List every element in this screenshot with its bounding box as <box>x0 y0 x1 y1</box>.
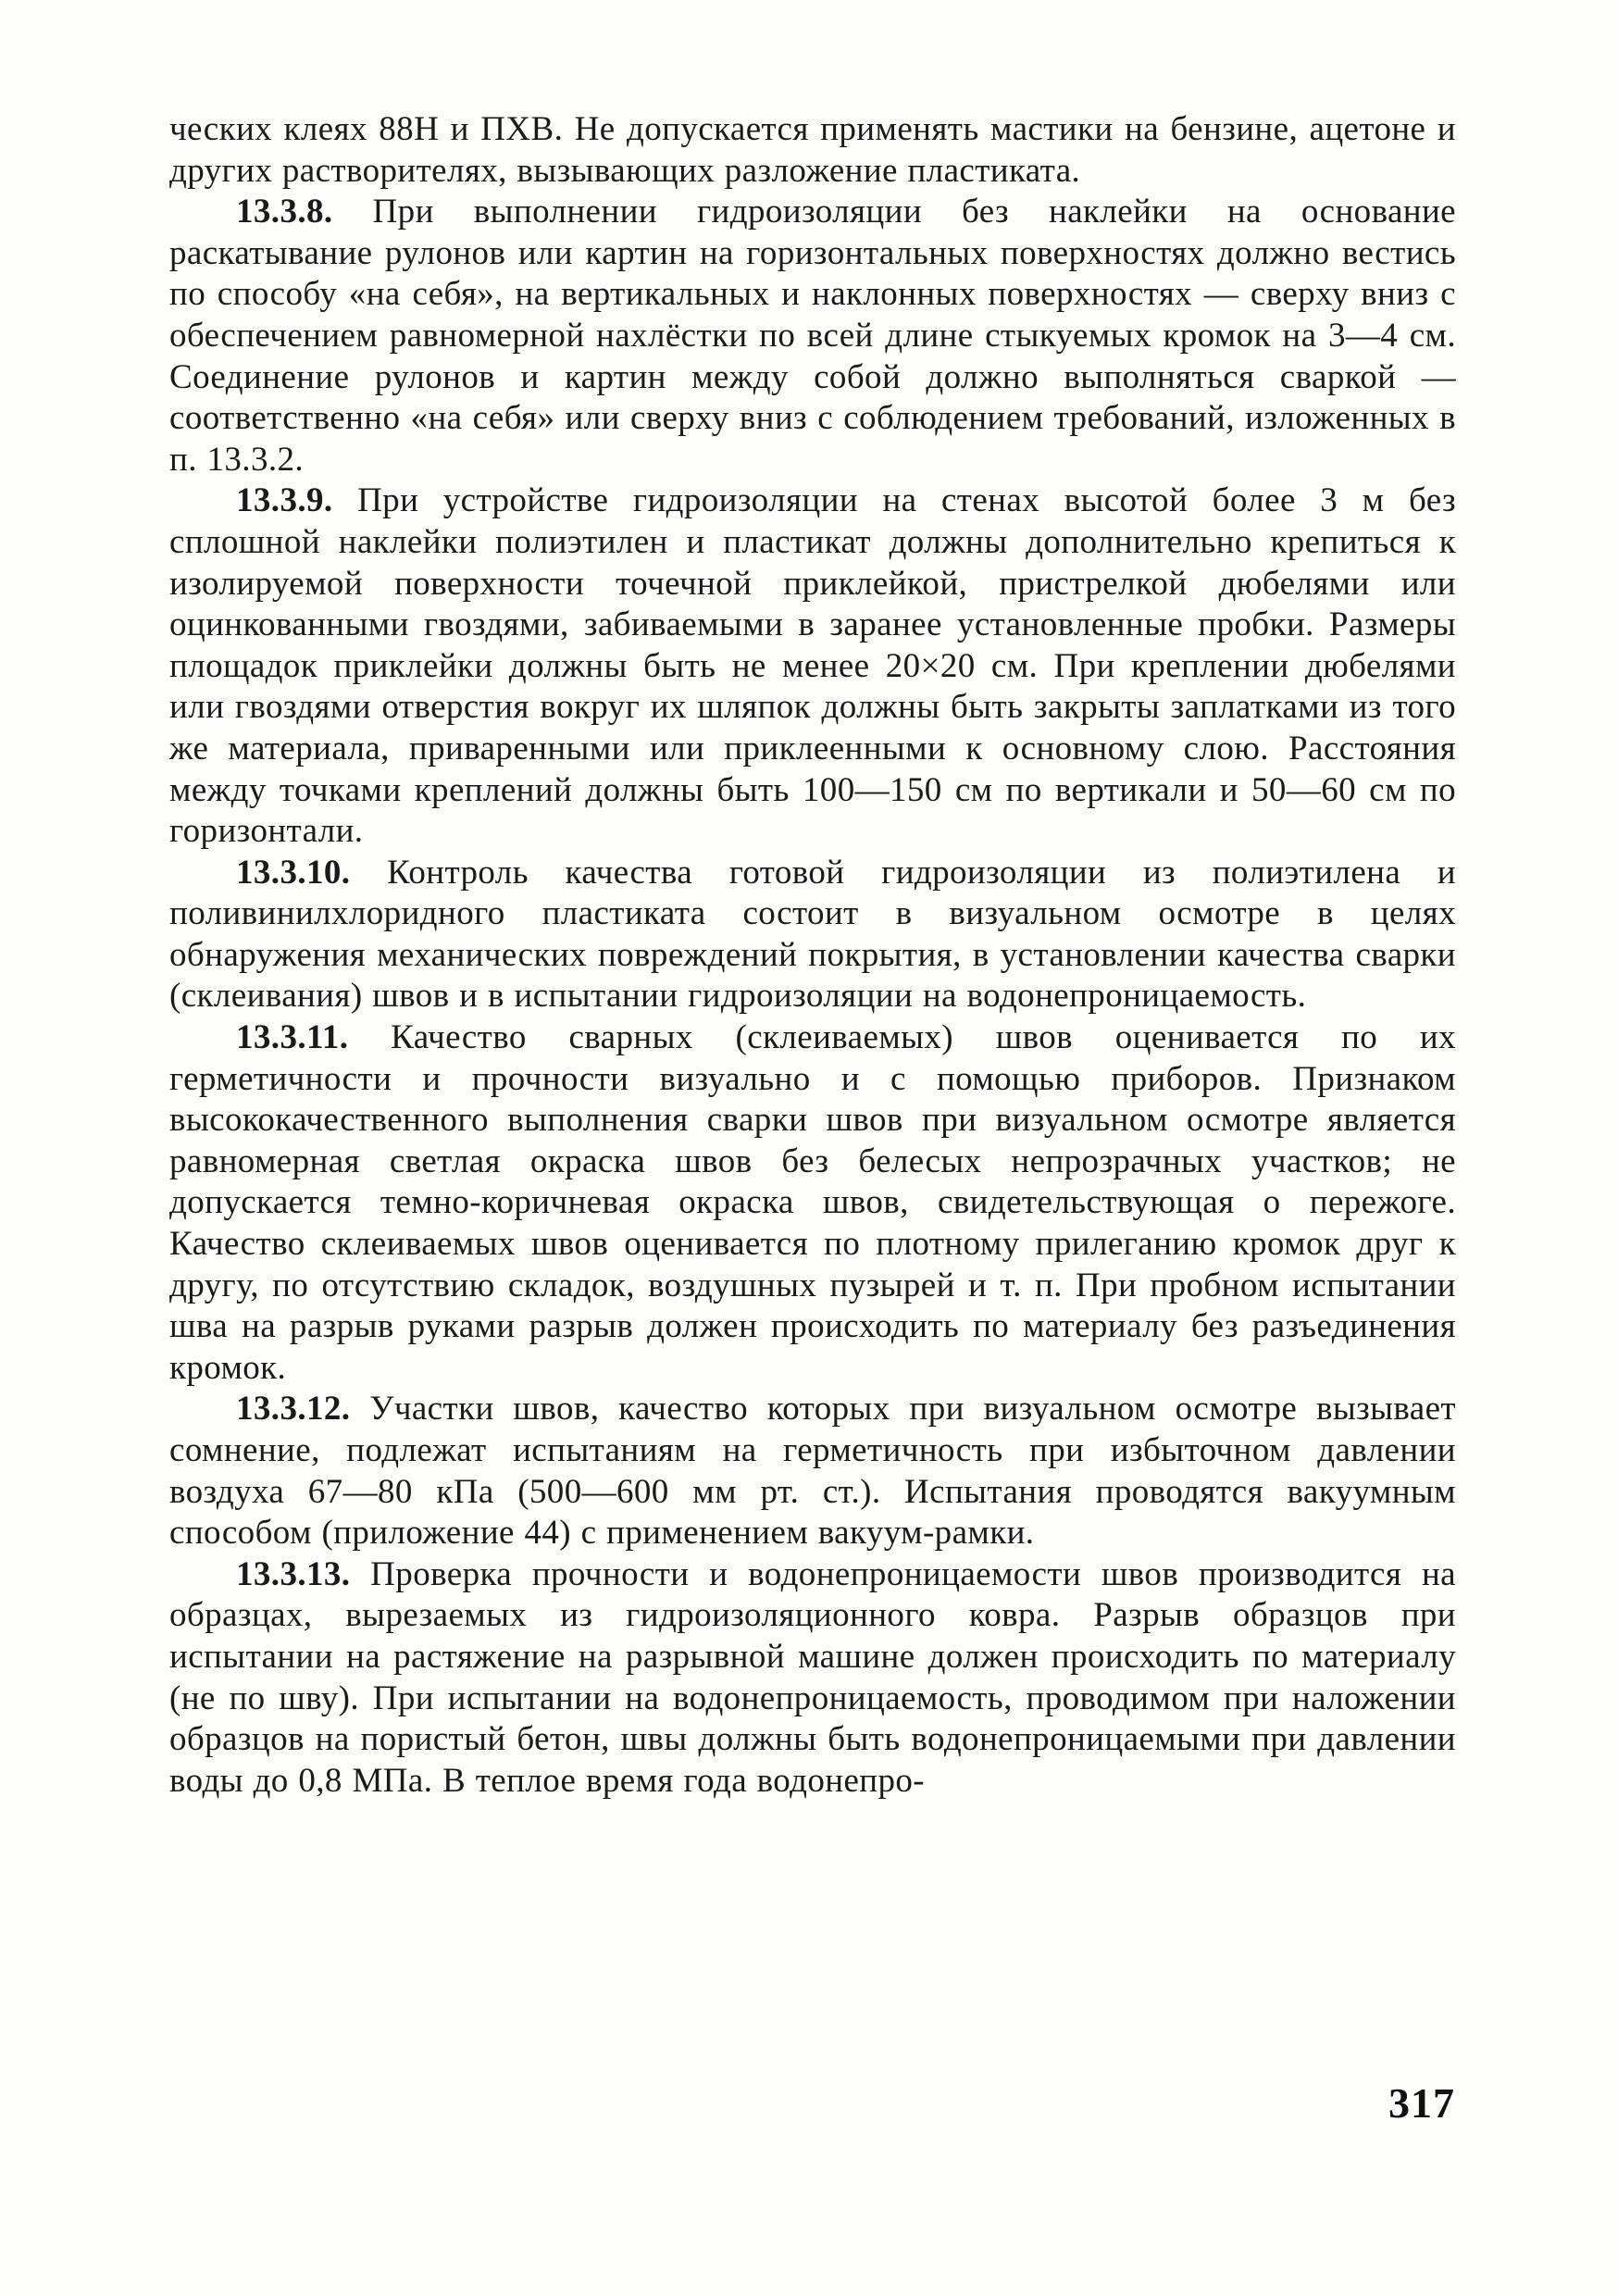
paragraph-number: 13.3.13. <box>236 1554 351 1593</box>
paragraph-continuation <box>169 109 1456 192</box>
paragraph-text: При устройстве гидроизоляции на стенах высотой более 3 м без сплошной наклейки полиэтилен и пластикат должны дополнительно крепиться к изолируемой поверхности точечной приклейкой, пристрелкой дюбелями или оцинкованными гвоздями, забиваемыми в заранее установленные пробки. Размеры площадок приклейки должны быть не менее 20×20 см. При креплении дюбелями или гвоздями отверстия вокруг их шляпок должны быть закрыты заплатками из того же материала, приваренными или приклеенными к основному слою. Расстояния между точками креплений должны быть 100—150 см по вертикали и 50—60 см по горизонтали. <box>169 481 1456 851</box>
paragraph-number: 13.3.10. <box>236 853 351 892</box>
paragraph-text: Проверка прочности и водонепроницаемости швов производится на образцах, вырезаемых из гидроизоляционного ковра. Разрыв образцов при испытании на растяжение на разрывной машине должен происходить по материалу (не по шву). При испытании на водонепроницаемость, проводимом при наложении образцов на пористый бетон, швы должны быть водонепроницаемыми при давлении воды до 0,8 МПа. В теплое время года водонепро- <box>169 1554 1456 1800</box>
paragraph-13-3-13 <box>169 1554 1456 1803</box>
paragraph-number: 13.3.11. <box>236 1018 349 1057</box>
paragraph-text: Участки швов, качество которых при визуальном осмотре вызывает сомнение, подлежат испытаниям на герметичность при избыточном давлении воздуха 67—80 кПа (500—600 мм рт. ст.). Испытания проводятся вакуумным способом (приложение 44) с применением вакуум-рамки. <box>169 1390 1456 1553</box>
page-number: 317 <box>1388 2079 1455 2127</box>
paragraph-number: 13.3.8. <box>236 193 333 231</box>
paragraph-13-3-12 <box>169 1389 1456 1554</box>
body-text <box>169 109 1456 1802</box>
paragraph-text: Качество сварных (склеиваемых) швов оценивается по их герметичности и прочности визуально и с помощью приборов. Признаком высококачественного выполнения сварки швов при визуальном осмотре является равномерная светлая окраска швов без белесых непрозрачных участков; не допускается темно-коричневая окраска швов, свидетельствующая о пережоге. Качество склеиваемых швов оценивается по плотному прилеганию кромок друг к другу, по отсутствию складок, воздушных пузырей и т. п. При пробном испытании шва на разрыв руками разрыв должен происходить по материалу без разъединения кромок. <box>169 1018 1457 1387</box>
paragraph-text: При выполнении гидроизоляции без наклейки на основание раскатывание рулонов или картин на горизонтальных поверхностях должно вестись по способу «на себя», на вертикальных и наклонных поверхностях — сверху вниз с обеспечением равномерной нахлёстки по всей длине стыкуемых кромок на 3—4 см. Соединение рулонов и картин между собой должно выполняться сваркой — соответственно «на себя» или сверху вниз с соблюдением требований, изложенных в п. 13.3.2. <box>169 193 1456 479</box>
paragraph-13-3-11 <box>169 1017 1456 1389</box>
paragraph-number: 13.3.9. <box>236 481 333 520</box>
paragraph-13-3-8 <box>169 192 1456 480</box>
paragraph-13-3-9 <box>169 480 1456 852</box>
paragraph-13-3-10 <box>169 853 1456 1017</box>
paragraph-text: ческих клеях 88Н и ПХВ. Не допускается применять мастики на бензине, ацетоне и других растворителях, вызывающих разложение пластиката. <box>169 110 1456 190</box>
paragraph-text: Контроль качества готовой гидроизоляции из полиэтилена и поливинилхлоридного пластиката состоит в визуальном осмотре в целях обнаружения механических повреждений покрытия, в установлении качества сварки (склеивания) швов и в испытании гидроизоляции на водонепроницаемость. <box>169 853 1457 1016</box>
paragraph-number: 13.3.12. <box>236 1390 351 1429</box>
